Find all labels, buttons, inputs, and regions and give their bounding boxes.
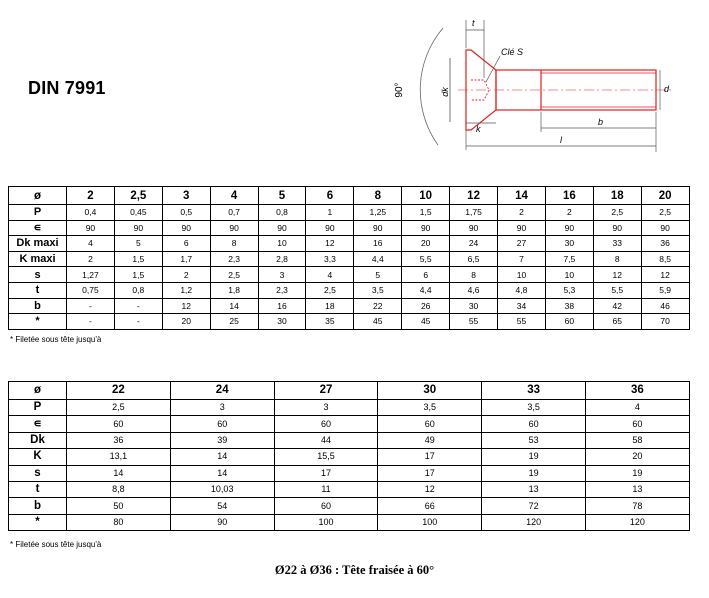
table-cell: 2,5 <box>67 400 171 416</box>
table-cell: 0,45 <box>114 205 162 221</box>
table-cell: 3 <box>170 400 274 416</box>
row-label-cell: P <box>9 205 67 221</box>
table-cell: 3 <box>274 400 378 416</box>
table-cell: 44 <box>274 432 378 448</box>
table-cell: 1,27 <box>67 267 115 283</box>
table-cell: 55 <box>450 314 498 330</box>
table-cell: 4,4 <box>354 251 402 267</box>
table-cell: 17 <box>378 465 482 481</box>
table-cell: 35 <box>306 314 354 330</box>
table-cell: 27 <box>498 236 546 252</box>
table-row <box>9 220 690 236</box>
table-cell: 90 <box>498 220 546 236</box>
row-label-cell: t <box>9 282 67 298</box>
table-cell: 90 <box>162 220 210 236</box>
table-cell: 2 <box>498 205 546 221</box>
table-cell: 3,5 <box>482 400 586 416</box>
table-cell: 60 <box>170 416 274 432</box>
diameter-cell: 4 <box>210 187 258 205</box>
row-label-cell: b <box>9 298 67 314</box>
diameter-cell: 18 <box>593 187 641 205</box>
table-cell: 17 <box>378 449 482 465</box>
diameter-cell: 2 <box>67 187 115 205</box>
table-cell: 14 <box>210 298 258 314</box>
table-cell: - <box>67 298 115 314</box>
table-cell: 19 <box>585 465 689 481</box>
table-cell: 12 <box>641 267 689 283</box>
table-row <box>9 514 690 530</box>
table-cell: 60 <box>482 416 586 432</box>
table-cell: 4,6 <box>450 282 498 298</box>
row-label-cell: ∊ <box>9 220 67 236</box>
row-label-cell: K <box>9 449 67 465</box>
table-cell: 8 <box>210 236 258 252</box>
t-label: t <box>472 18 475 28</box>
table-cell: 2,5 <box>306 282 354 298</box>
table-cell: 54 <box>170 498 274 514</box>
table-cell: 4,4 <box>402 282 450 298</box>
table-header-row <box>9 382 690 400</box>
table-cell: 30 <box>450 298 498 314</box>
k-label: k <box>476 124 481 134</box>
table-cell: 19 <box>482 449 586 465</box>
table-cell: 50 <box>67 498 171 514</box>
table-cell: 90 <box>170 514 274 530</box>
key-leader <box>486 56 500 82</box>
table-cell: 2 <box>162 267 210 283</box>
table-cell: 5,5 <box>402 251 450 267</box>
table-cell: 1,5 <box>402 205 450 221</box>
diameter-cell: 5 <box>258 187 306 205</box>
table-cell: 6 <box>162 236 210 252</box>
table-cell: 18 <box>306 298 354 314</box>
table-cell: - <box>67 314 115 330</box>
table-cell: 33 <box>593 236 641 252</box>
diameter-cell: 14 <box>498 187 546 205</box>
table-cell: 24 <box>450 236 498 252</box>
table-cell: 1,2 <box>162 282 210 298</box>
table-cell: 10 <box>498 267 546 283</box>
table-cell: 100 <box>378 514 482 530</box>
diameter-cell: 22 <box>67 382 171 400</box>
table-cell: 60 <box>378 416 482 432</box>
table-cell: 90 <box>593 220 641 236</box>
table-cell: 0,4 <box>67 205 115 221</box>
table-cell: 36 <box>67 432 171 448</box>
table-cell: 5,9 <box>641 282 689 298</box>
table-cell: 7,5 <box>545 251 593 267</box>
diameter-cell: 12 <box>450 187 498 205</box>
table-cell: 80 <box>67 514 171 530</box>
table-cell: 8 <box>593 251 641 267</box>
table-cell: 49 <box>378 432 482 448</box>
table-cell: 19 <box>482 465 586 481</box>
table-cell: 72 <box>482 498 586 514</box>
table-cell: 46 <box>641 298 689 314</box>
table-cell: 2,5 <box>210 267 258 283</box>
table-row <box>9 432 690 448</box>
row-label-cell: ∊ <box>9 416 67 432</box>
table-cell: 30 <box>258 314 306 330</box>
row-label-cell: P <box>9 400 67 416</box>
table-cell: 16 <box>258 298 306 314</box>
b-label: b <box>598 117 604 127</box>
row-label-cell: s <box>9 267 67 283</box>
table-cell: 90 <box>114 220 162 236</box>
table-row <box>9 267 690 283</box>
table-cell: - <box>114 314 162 330</box>
diameter-cell: 16 <box>545 187 593 205</box>
head-angle-caption: Ø22 à Ø36 : Tête fraisée à 60° <box>274 563 435 577</box>
table-cell: 2,5 <box>593 205 641 221</box>
diameter-cell: 3 <box>162 187 210 205</box>
table-row <box>9 498 690 514</box>
table-cell: 13 <box>482 481 586 497</box>
diameter-cell: 36 <box>585 382 689 400</box>
table-cell: 45 <box>354 314 402 330</box>
table-cell: 13,1 <box>67 449 171 465</box>
table-cell: 26 <box>402 298 450 314</box>
table-cell: 65 <box>593 314 641 330</box>
angle-label: 90° <box>394 82 405 98</box>
row-label-cell: * <box>9 514 67 530</box>
table-cell: 20 <box>585 449 689 465</box>
table-cell: 1,5 <box>114 251 162 267</box>
row-label-cell: s <box>9 465 67 481</box>
table1-footnote: * Filetée sous tête jusqu'à <box>10 335 102 344</box>
table-cell: 60 <box>545 314 593 330</box>
table-cell: 45 <box>402 314 450 330</box>
table-row <box>9 236 690 252</box>
diameter-header-cell: ø <box>9 187 67 205</box>
table-cell: 2 <box>67 251 115 267</box>
table-cell: 90 <box>450 220 498 236</box>
dk-label: dk <box>440 87 450 97</box>
table-cell: 100 <box>274 514 378 530</box>
l-label: l <box>560 135 562 145</box>
diameter-cell: 33 <box>482 382 586 400</box>
table-cell: 13 <box>585 481 689 497</box>
diameter-cell: 27 <box>274 382 378 400</box>
table-cell: 1 <box>306 205 354 221</box>
table-cell: 22 <box>354 298 402 314</box>
table-cell: 6,5 <box>450 251 498 267</box>
row-label-cell: K maxi <box>9 251 67 267</box>
table-cell: 0,8 <box>258 205 306 221</box>
table-cell: 10 <box>545 267 593 283</box>
table-cell: 4 <box>585 400 689 416</box>
table-cell: - <box>114 298 162 314</box>
table-cell: 2,5 <box>641 205 689 221</box>
table-cell: 42 <box>593 298 641 314</box>
table-cell: 10 <box>258 236 306 252</box>
table-row <box>9 449 690 465</box>
diameter-cell: 10 <box>402 187 450 205</box>
table-row <box>9 481 690 497</box>
table-cell: 3,3 <box>306 251 354 267</box>
table-cell: 0,7 <box>210 205 258 221</box>
table-cell: 0,5 <box>162 205 210 221</box>
table-cell: 1,7 <box>162 251 210 267</box>
table-cell: 90 <box>258 220 306 236</box>
table-row <box>9 298 690 314</box>
table-cell: 12 <box>306 236 354 252</box>
table-cell: 78 <box>585 498 689 514</box>
diameter-cell: 24 <box>170 382 274 400</box>
table-cell: 7 <box>498 251 546 267</box>
table2-footnote: * Filetée sous tête jusqu'à <box>10 540 102 549</box>
table-cell: 3,5 <box>354 282 402 298</box>
table-cell: 2 <box>545 205 593 221</box>
angle-arc <box>420 28 443 145</box>
table-cell: 1,8 <box>210 282 258 298</box>
row-label-cell: * <box>9 314 67 330</box>
table-cell: 15,5 <box>274 449 378 465</box>
table-row <box>9 465 690 481</box>
table-cell: 16 <box>354 236 402 252</box>
row-label-cell: b <box>9 498 67 514</box>
table-cell: 5,3 <box>545 282 593 298</box>
table-cell: 1,25 <box>354 205 402 221</box>
table-cell: 6 <box>402 267 450 283</box>
table-cell: 34 <box>498 298 546 314</box>
table-cell: 12 <box>162 298 210 314</box>
table-cell: 4 <box>306 267 354 283</box>
table-cell: 12 <box>378 481 482 497</box>
table-cell: 20 <box>162 314 210 330</box>
table-cell: 90 <box>545 220 593 236</box>
table-cell: 90 <box>67 220 115 236</box>
table-cell: 60 <box>274 416 378 432</box>
table-cell: 90 <box>641 220 689 236</box>
table-cell: 55 <box>498 314 546 330</box>
table-cell: 8,8 <box>67 481 171 497</box>
table-cell: 14 <box>170 449 274 465</box>
table-cell: 4,8 <box>498 282 546 298</box>
table-row <box>9 251 690 267</box>
table-cell: 20 <box>402 236 450 252</box>
table-cell: 3,5 <box>378 400 482 416</box>
table-cell: 90 <box>306 220 354 236</box>
dimensions-table-large <box>8 381 690 531</box>
table-cell: 8,5 <box>641 251 689 267</box>
table-cell: 120 <box>585 514 689 530</box>
row-label-cell: Dk <box>9 432 67 448</box>
diameter-cell: 8 <box>354 187 402 205</box>
table-cell: 58 <box>585 432 689 448</box>
table-cell: 1,75 <box>450 205 498 221</box>
table-cell: 60 <box>67 416 171 432</box>
table-header-row <box>9 187 690 205</box>
d-label: d <box>664 84 670 94</box>
table-cell: 2,3 <box>210 251 258 267</box>
table-cell: 2,3 <box>258 282 306 298</box>
table-row <box>9 205 690 221</box>
diameter-cell: 6 <box>306 187 354 205</box>
table-cell: 90 <box>210 220 258 236</box>
table-cell: 14 <box>170 465 274 481</box>
table-cell: 5 <box>114 236 162 252</box>
diameter-cell: 2,5 <box>114 187 162 205</box>
table-row <box>9 416 690 432</box>
table-cell: 5,5 <box>593 282 641 298</box>
dimensions-table-small <box>8 186 690 330</box>
table-cell: 60 <box>274 498 378 514</box>
diameter-header-cell: ø <box>9 382 67 400</box>
table-cell: 5 <box>354 267 402 283</box>
table-cell: 1,5 <box>114 267 162 283</box>
table-cell: 30 <box>545 236 593 252</box>
table-cell: 60 <box>585 416 689 432</box>
table-cell: 120 <box>482 514 586 530</box>
row-label-cell: Dk maxi <box>9 236 67 252</box>
table-cell: 25 <box>210 314 258 330</box>
table-cell: 38 <box>545 298 593 314</box>
table-row <box>9 282 690 298</box>
screw-technical-drawing <box>388 10 688 160</box>
key-label: Clé S <box>501 47 524 57</box>
table-cell: 39 <box>170 432 274 448</box>
table-cell: 3 <box>258 267 306 283</box>
table-cell: 17 <box>274 465 378 481</box>
table-cell: 90 <box>354 220 402 236</box>
table-cell: 8 <box>450 267 498 283</box>
table-cell: 11 <box>274 481 378 497</box>
table-cell: 2,8 <box>258 251 306 267</box>
table-cell: 70 <box>641 314 689 330</box>
table-cell: 10,03 <box>170 481 274 497</box>
table-cell: 4 <box>67 236 115 252</box>
page-title: DIN 7991 <box>28 78 106 98</box>
row-label-cell: t <box>9 481 67 497</box>
table-cell: 0,75 <box>67 282 115 298</box>
table-cell: 36 <box>641 236 689 252</box>
table-cell: 90 <box>402 220 450 236</box>
table-cell: 53 <box>482 432 586 448</box>
diameter-cell: 30 <box>378 382 482 400</box>
table-cell: 14 <box>67 465 171 481</box>
table-cell: 12 <box>593 267 641 283</box>
table-cell: 66 <box>378 498 482 514</box>
table-cell: 0,8 <box>114 282 162 298</box>
table-row <box>9 314 690 330</box>
table-row <box>9 400 690 416</box>
diameter-cell: 20 <box>641 187 689 205</box>
